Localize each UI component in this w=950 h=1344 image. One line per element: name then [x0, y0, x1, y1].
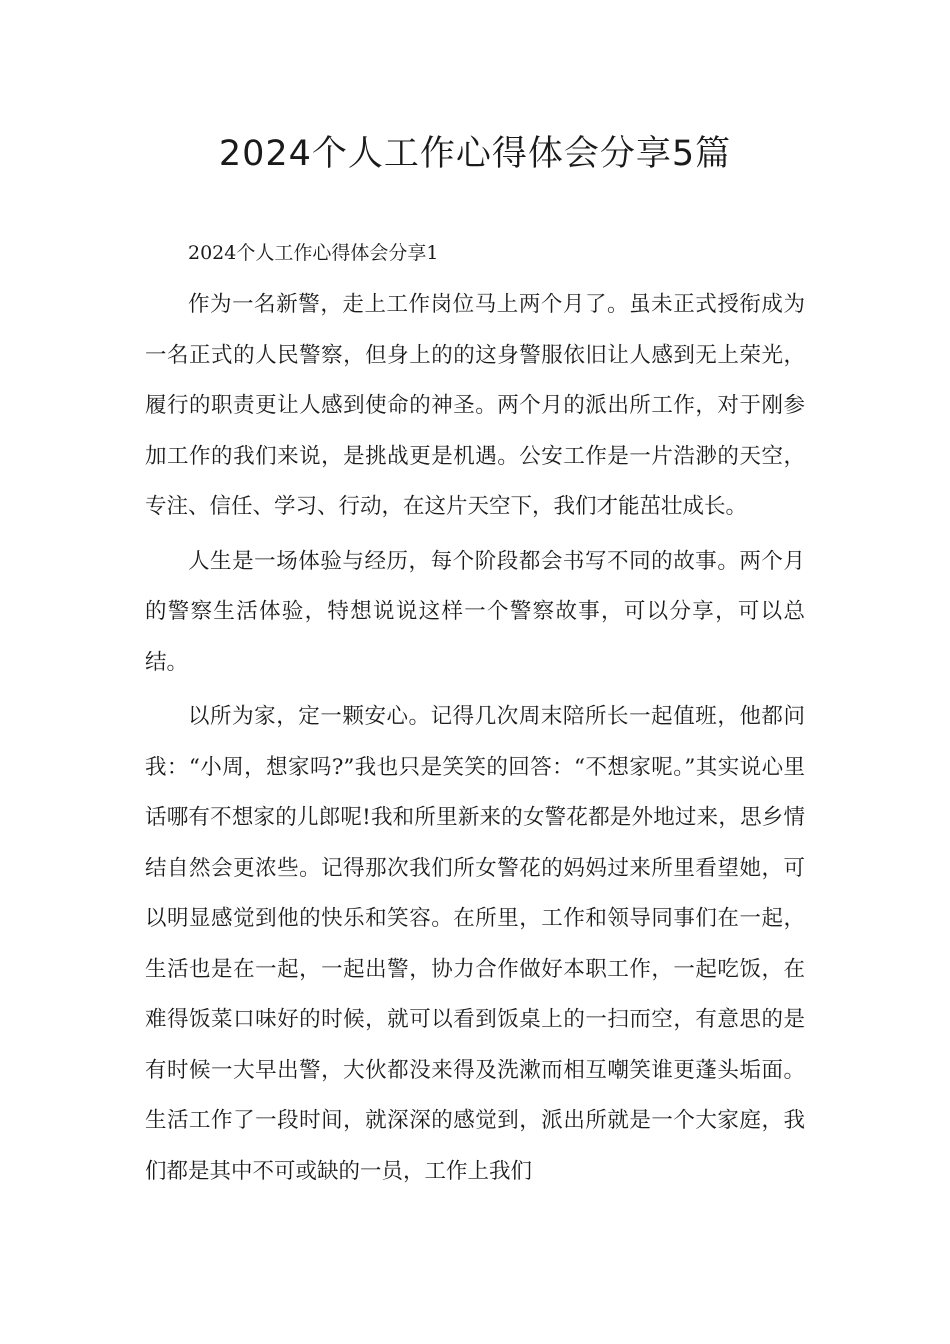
- paragraph-3: 以所为家，定一颗安心。记得几次周末陪所长一起值班，他都问我：“小周，想家吗?”我也只是笑笑的回答：“不想家呢。”其实说心里话哪有不想家的儿郎呢!我和所里新来的女警花都是外地过来，思乡情结自然会更浓些。记得那次我们所女警花的妈妈过来所里看望她，可以明显感觉到他的快乐和笑容。在所里，工作和领导同事们在一起，生活也是在一起，一起出警，协力合作做好本职工作，一起吃饭，在难得饭菜口味好的时候，就可以看到饭桌上的一扫而空，有意思的是有时候一大早出警，大伙都没来得及洗漱而相互嘲笑谁更蓬头垢面。生活工作了一段时间，就深深的感觉到，派出所就是一个大家庭，我们都是其中不可或缺的一员，工作上我们: [145, 704, 805, 1184]
- document-body: [145, 231, 805, 1201]
- paragraph-1: 作为一名新警，走上工作岗位马上两个月了。虽未正式授衔成为一名正式的人民警察，但身上的的这身警服依旧让人感到无上荣光，履行的职责更让人感到使命的神圣。两个月的派出所工作，对于刚参加工作的我们来说，是挑战更是机遇。公安工作是一片浩渺的天空，专注、信任、学习、行动，在这片天空下，我们才能茁壮成长。: [145, 292, 805, 519]
- document-title: 2024个人工作心得体会分享5篇: [218, 134, 732, 174]
- section-heading: 2024个人工作心得体会分享1: [188, 242, 439, 264]
- paragraph-2: 人生是一场体验与经历，每个阶段都会书写不同的故事。两个月的警察生活体验，特想说说这样一个警察故事，可以分享，可以总结。: [145, 548, 805, 675]
